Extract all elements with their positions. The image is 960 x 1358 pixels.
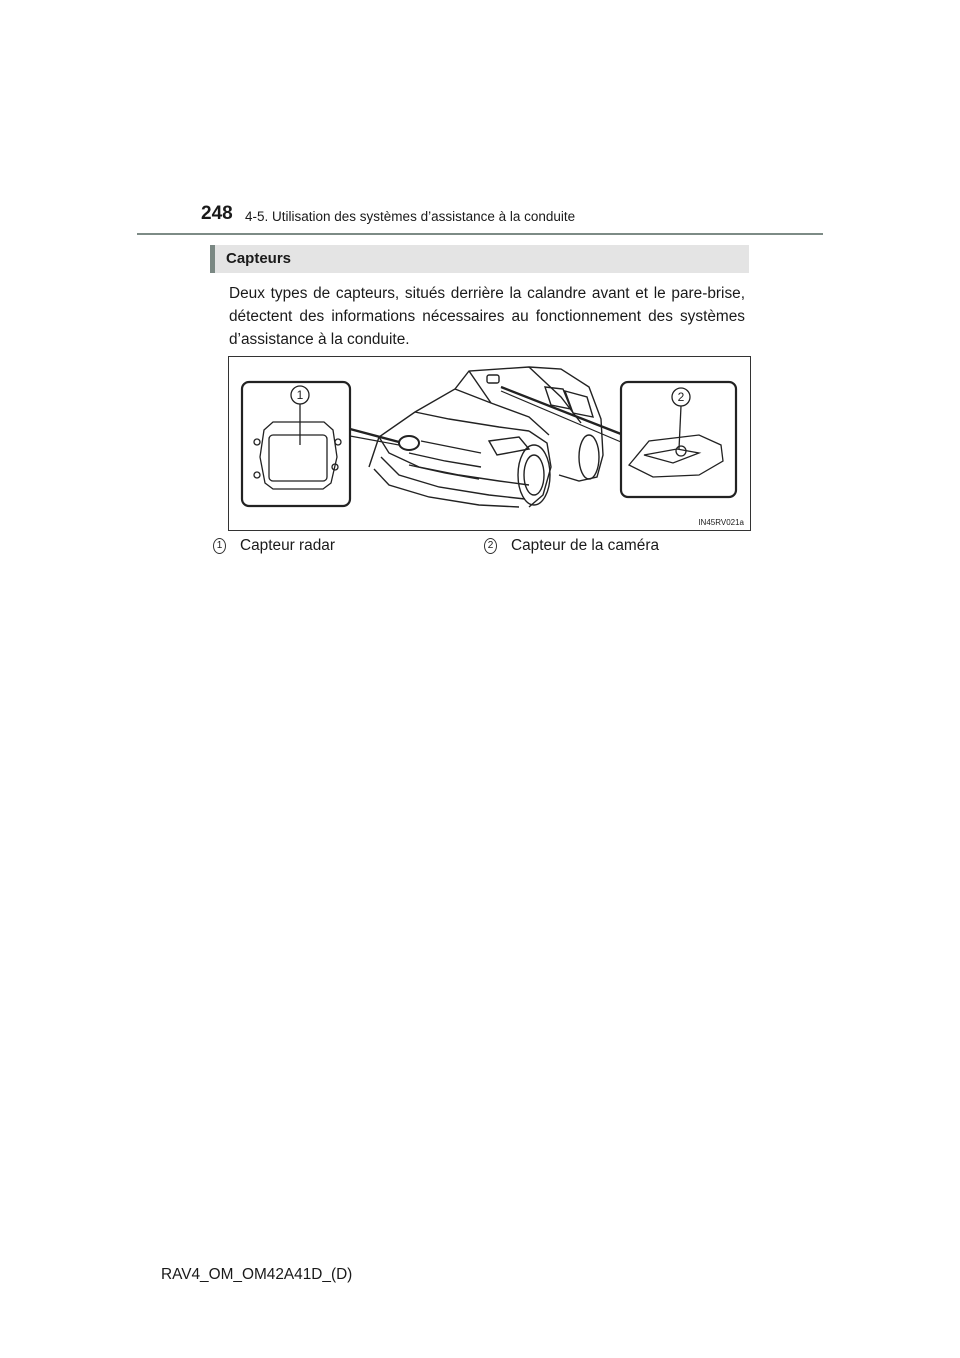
callout-1-label: 1 — [296, 388, 304, 402]
section-heading — [210, 245, 749, 273]
footer-code: RAV4_OM_OM42A41D_(D) — [161, 1266, 353, 1283]
page-number: 248 — [201, 203, 233, 224]
sensor-illustration — [229, 357, 752, 532]
legend-number-1: 1 — [213, 538, 226, 554]
camera-sensor-shape — [629, 435, 723, 477]
body-paragraph: Deux types de capteurs, situés derrière la calandre avant et le pare-brise, détectent des informations nécessaires au fonctionnement des systèmes d’assistance à la conduite. — [229, 285, 745, 348]
radar-sensor-shape — [260, 422, 337, 489]
radar-location-marker — [399, 436, 419, 450]
chapter-title: 4-5. Utilisation des systèmes d’assistance à la conduite — [245, 209, 576, 224]
header-rule — [137, 233, 823, 235]
figure-code: IN45RV021a — [698, 518, 744, 527]
sensor-figure — [228, 356, 751, 531]
legend-label-camera: Capteur de la caméra — [511, 537, 659, 554]
callout-2-label: 2 — [677, 390, 685, 404]
section-heading-text: Capteurs — [226, 250, 292, 267]
legend-item-camera — [484, 537, 659, 555]
legend-label-radar: Capteur radar — [240, 537, 335, 554]
legend-number-2: 2 — [484, 538, 497, 554]
legend-item-radar — [213, 537, 335, 555]
